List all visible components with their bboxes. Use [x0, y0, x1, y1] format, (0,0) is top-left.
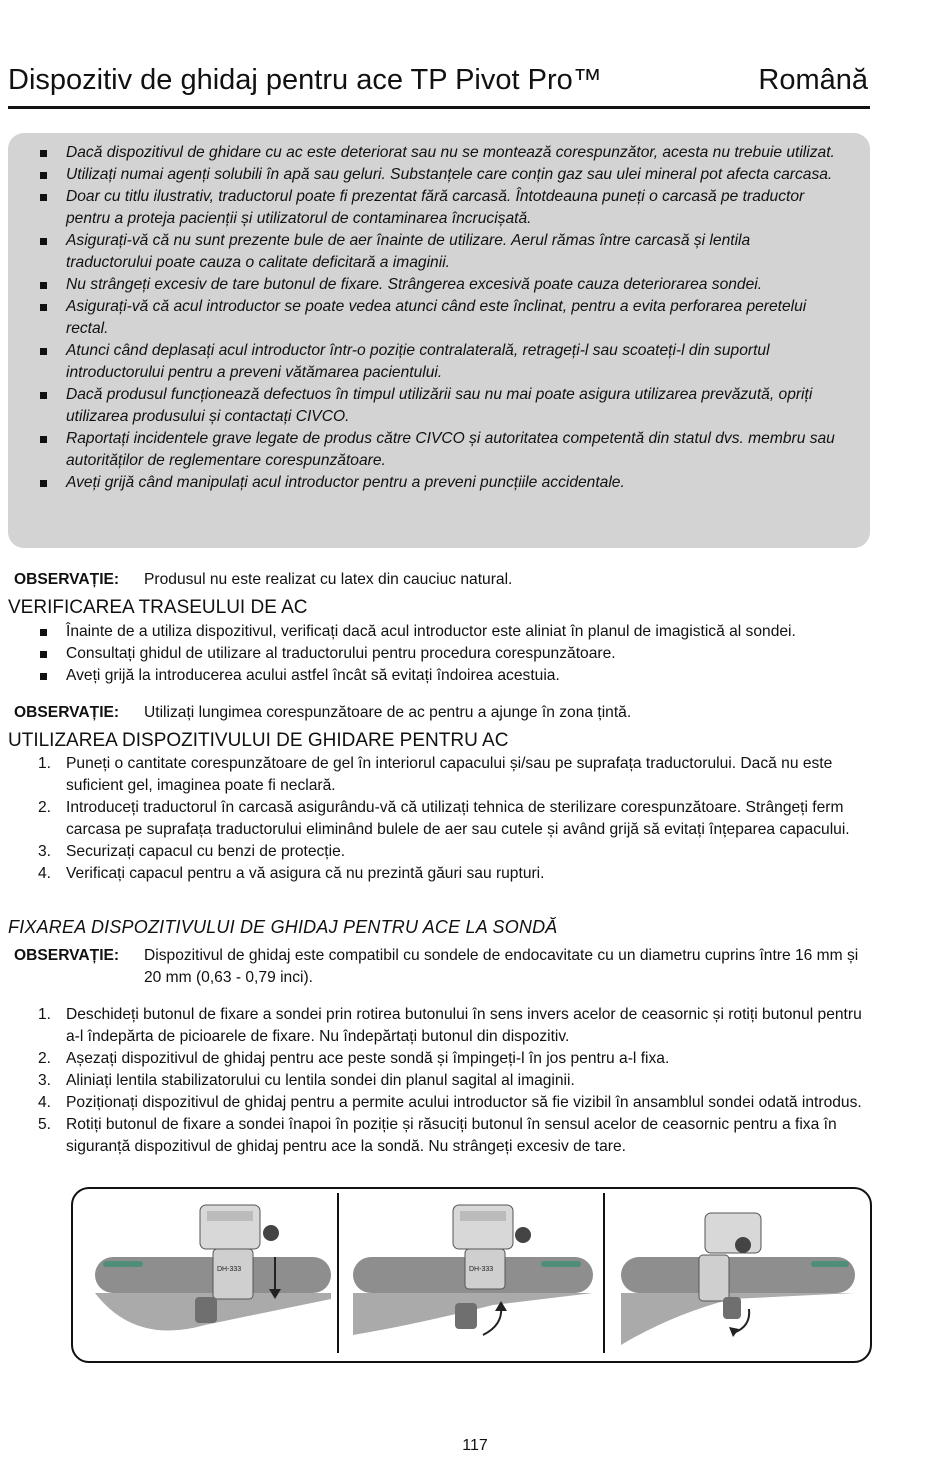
note-text: Produsul nu este realizat cu latex din cauciuc natural.: [144, 571, 513, 588]
note-label: OBSERVAȚIE:: [14, 571, 120, 588]
step-text: Rotiți butonul de fixare a sondei înapoi în poziție și răsuciți butonul în sensul acelor de ceasornic pentru a fixa în siguranță dispozitivul de ghidaj pentru ace la sondă. Nu strângeți excesiv de tare.: [66, 1116, 837, 1155]
step-text: Aliniați lentila stabilizatorului cu lentila sondei din planul sagital al imaginii.: [66, 1072, 575, 1089]
step-item: [8, 1092, 878, 1114]
step-item: [8, 1070, 878, 1092]
divider: [603, 1193, 605, 1353]
step-illustration-push-down: [95, 1195, 331, 1353]
document-title: Dispozitiv de ghidaj pentru ace TP Pivot Pro™: [8, 64, 602, 96]
step-number: 1.: [38, 1006, 52, 1023]
warning-item: Asigurați-vă că nu sunt prezente bule de aer înainte de utilizare. Aerul rămas între carcasă și lentila traductorului poate cauza o calitate deficitară a imaginii.: [8, 230, 870, 274]
step-number: 2.: [38, 799, 52, 816]
step-text: Verificați capacul pentru a vă asigura că nu prezintă găuri sau rupturi.: [66, 865, 545, 882]
knob: [723, 1297, 741, 1319]
section-heading-verify: VERIFICAREA TRASEULUI DE AC: [8, 597, 308, 618]
part-label: DH-333: [217, 1266, 242, 1273]
warnings-list: [8, 133, 870, 494]
note-label: OBSERVAȚIE:: [14, 947, 120, 964]
step-item: [8, 797, 878, 841]
note-latex: [14, 569, 874, 591]
clamp-legs: [213, 1249, 253, 1299]
locking-knob: [515, 1227, 531, 1243]
clamp-legs: [699, 1255, 729, 1301]
probe-lens: [811, 1261, 849, 1267]
step-illustration-rotate-knob: [353, 1195, 593, 1353]
step-number: 4.: [38, 1094, 52, 1111]
note-label: OBSERVAȚIE:: [14, 704, 120, 721]
step-item: [8, 753, 878, 797]
warning-item: Aveți grijă când manipulați acul introductor pentru a preveni puncțiile accidentale.: [8, 472, 870, 494]
warning-item: Atunci când deplasați acul introductor într-o poziție contralaterală, retrageți-l sau scoateți-l din suportul introductorului pentru a preveni vătămarea pacientului.: [8, 340, 870, 384]
needle-holder: [207, 1211, 253, 1221]
step-text: Securizați capacul cu benzi de protecție.: [66, 843, 346, 860]
note-text: Utilizați lungimea corespunzătoare de ac pentru a ajunge în zona țintă.: [144, 704, 632, 721]
step-number: 4.: [38, 865, 52, 882]
part-label: DH-333: [469, 1266, 494, 1273]
attach-steps: [8, 1004, 878, 1158]
step-item: [8, 863, 878, 885]
verify-list: [8, 621, 878, 687]
locking-knob: [735, 1237, 751, 1253]
step-item: [8, 841, 878, 863]
warning-item: Utilizați numai agenți solubili în apă sau geluri. Substanțele care conțin gaz sau ulei mineral pot afecta carcasa.: [8, 164, 870, 186]
step-text: Deschideți butonul de fixare a sondei prin rotirea butonului în sens invers acelor de ceasornic și rotiți butonul pentru a-l îndepărta de picioarele de fixare. Nu îndepărtați butonul din dispozitiv.: [66, 1006, 862, 1045]
note-text: Dispozitivul de ghidaj este compatibil cu sondele de endocavitate cu un diametru cuprins între 16 mm și 20 mm (0,63 - 0,79 inci).: [144, 947, 859, 986]
divider: [337, 1193, 339, 1353]
step-number: 2.: [38, 1050, 52, 1067]
section-heading-use: UTILIZAREA DISPOZITIVULUI DE GHIDARE PENTRU AC: [8, 730, 509, 751]
list-item: Înainte de a utiliza dispozitivul, verificați dacă acul introductor este aliniat în planul de imagistică al sondei.: [8, 621, 878, 643]
list-item: Consultați ghidul de utilizare al traductorului pentru procedura corespunzătoare.: [8, 643, 878, 665]
step-illustration-tighten-knob: [621, 1195, 855, 1353]
rotate-arrow-icon: [483, 1307, 501, 1335]
page-number: 117: [462, 1437, 488, 1454]
warning-item: Nu strângeți excesiv de tare butonul de fixare. Strângerea excesivă poate cauza deteriorarea sondei.: [8, 274, 870, 296]
section-heading-attach: FIXAREA DISPOZITIVULUI DE GHIDAJ PENTRU ACE LA SONDĂ: [8, 917, 558, 937]
step-text: Așezați dispozitivul de ghidaj pentru ace peste sondă și împingeți-l în jos pentru a-l fixa.: [66, 1050, 670, 1067]
step-number: 5.: [38, 1116, 52, 1133]
warning-item: Doar cu titlu ilustrativ, traductorul poate fi prezentat fără carcasă. Întotdeauna puneți o carcasă pe traductor pentru a proteja pacienții și utilizatorul de contaminarea încrucișată.: [8, 186, 870, 230]
use-steps: [8, 753, 878, 885]
language-label: Română: [758, 64, 868, 96]
step-text: Puneți o cantitate corespunzătoare de gel în interiorul capacului și/sau pe suprafața traductorului. Dacă nu este suficient gel, imaginea poate fi neclară.: [66, 755, 833, 794]
warnings-box: [8, 133, 870, 548]
guide-device: [705, 1213, 761, 1253]
warning-item: Raportați incidentele grave legate de produs către CIVCO și autoritatea competentă din statul dvs. membru sau autorităților de reglementare corespunzătoare.: [8, 428, 870, 472]
needle-holder: [460, 1211, 506, 1221]
step-number: 1.: [38, 755, 52, 772]
knob: [195, 1297, 217, 1323]
step-item: [8, 1004, 878, 1048]
step-item: [8, 1048, 878, 1070]
warning-item: Asigurați-vă că acul introductor se poate vedea atunci când este înclinat, pentru a evita perforarea peretelui rectal.: [8, 296, 870, 340]
page-header: [8, 62, 870, 109]
step-text: Poziționați dispozitivul de ghidaj pentru a permite acului introductor să fie vizibil în ansamblul sondei odată introdus.: [66, 1094, 862, 1111]
probe-lens: [103, 1261, 143, 1267]
step-number: 3.: [38, 843, 52, 860]
step-number: 3.: [38, 1072, 52, 1089]
step-item: [8, 1114, 878, 1158]
note-needle-length: [14, 702, 874, 724]
warning-item: Dacă produsul funcționează defectuos în timpul utilizării sau nu mai poate asigura utilizarea prevăzută, opriți utilizarea produsului și contactați CIVCO.: [8, 384, 870, 428]
note-compatibility: [14, 945, 874, 989]
step-text: Introduceți traductorul în carcasă asigurându-vă că utilizați tehnica de sterilizare corespunzătoare. Strângeți ferm carcasa pe suprafața traductorului eliminând bulele de aer sau cutele și având grijă să evitați înțeparea capacului.: [66, 799, 850, 838]
warning-item: Dacă dispozitivul de ghidare cu ac este deteriorat sau nu se montează corespunzător, acesta nu trebuie utilizat.: [8, 142, 870, 164]
probe-lens: [541, 1261, 581, 1267]
illustration-panel: [71, 1187, 872, 1363]
locking-knob: [263, 1225, 279, 1241]
list-item: Aveți grijă la introducerea acului astfel încât să evitați îndoirea acestuia.: [8, 665, 878, 687]
knob: [455, 1303, 477, 1329]
